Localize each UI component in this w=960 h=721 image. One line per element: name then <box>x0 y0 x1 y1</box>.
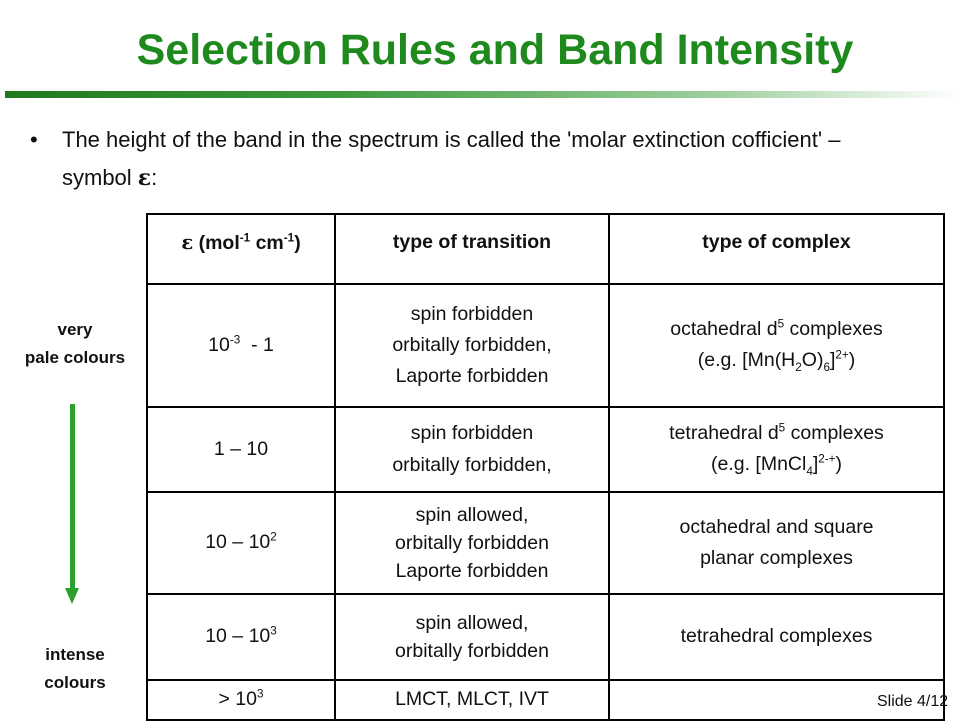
intense-colours-label: intense colours <box>44 645 106 692</box>
slide-title: Selection Rules and Band Intensity <box>136 26 854 74</box>
transition-cell: LMCT, MLCT, IVT <box>335 680 609 720</box>
complex-cell: tetrahedral complexes <box>609 594 944 680</box>
epsilon-cell: $10 - 10^2$ <box>147 492 335 594</box>
bullet-text <box>62 121 882 197</box>
table-row <box>147 680 944 720</box>
slide-number: Slide 4/12 <box>877 693 949 710</box>
epsilon-cell: > $10^3$ <box>147 680 335 720</box>
header-transition: type of transition <box>335 214 609 284</box>
transition-cell: spin forbidden orbitally forbidden, <box>335 407 609 492</box>
epsilon-symbol: ε <box>137 165 152 191</box>
table-row <box>147 407 944 492</box>
transition-cell: spin forbidden orbitally forbidden, Laporte forbidden <box>335 284 609 407</box>
title-underline <box>5 91 960 98</box>
bullet-body: The height of the band in the spectrum is called the 'molar extinction cofficient' – symbol <box>62 127 841 190</box>
bullet-suffix: : <box>151 165 158 190</box>
epsilon-cell: $10 - 10^3$ <box>147 594 335 680</box>
table-row <box>147 594 944 680</box>
table-row <box>147 492 944 594</box>
complex-cell: octahedral and square planar complexes <box>609 492 944 594</box>
epsilon-cell: 1 – 10 <box>147 407 335 492</box>
complex-cell: tetrahedral $d^5$ complexes (e.g. [MnCl$_4$]$^{2-+}$) <box>609 407 944 492</box>
header-epsilon: ε (mol$^{-1}$ $cm^{-1}$) <box>147 214 335 284</box>
intensity-arrow-shaft <box>70 404 75 590</box>
pale-colours-label: very pale colours <box>24 320 126 367</box>
epsilon-cell: $10^{-3} - 1$ <box>147 284 335 407</box>
table-header-row <box>147 214 944 284</box>
transition-cell: spin allowed, orbitally forbidden Laporte forbidden <box>335 492 609 594</box>
transition-cell: spin allowed, orbitally forbidden <box>335 594 609 680</box>
arrow-down-icon <box>65 588 79 604</box>
bullet-dot-icon: • <box>30 127 38 152</box>
table-row <box>147 284 944 407</box>
intensity-table <box>146 213 945 721</box>
header-complex: type of complex <box>609 214 944 284</box>
complex-cell: octahedral $d^5$ complexes (e.g. $[Mn(H_2O)_6]^{2+}$) <box>609 284 944 407</box>
